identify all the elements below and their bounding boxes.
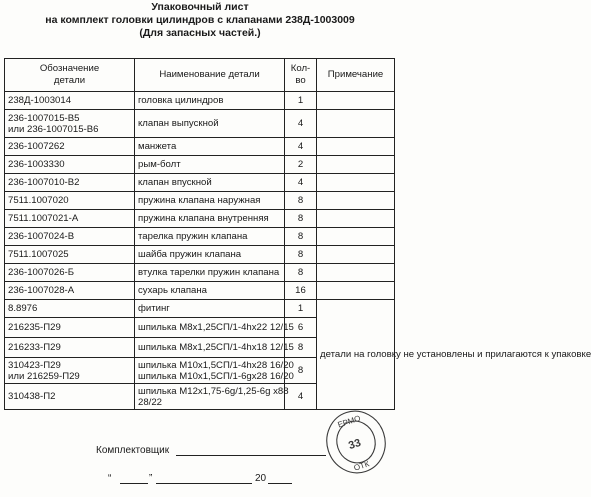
- header-note: Примечание: [317, 59, 395, 92]
- packer-label: Комплектовщик: [96, 445, 170, 456]
- row-qty: 4: [285, 138, 317, 156]
- row-note: [317, 156, 395, 174]
- row-qty: 8: [285, 246, 317, 264]
- header-qty: [285, 59, 317, 92]
- row-code-line2: или 216259-П29: [8, 370, 80, 382]
- date-year: 20: [255, 473, 267, 484]
- row-note: [317, 282, 395, 300]
- row-code: [5, 110, 135, 138]
- otk-stamp: [322, 406, 390, 478]
- row-code: 216235-П29: [5, 318, 135, 338]
- row-code-line1: 310423-П29: [8, 359, 61, 371]
- row-name-line2: шпилька М10х1,5СП/1-6gх28 16/20: [138, 370, 294, 382]
- row-code: 310438-П2: [5, 384, 135, 410]
- date-day-line: [120, 483, 148, 484]
- row-name: рым-болт: [135, 156, 285, 174]
- row-note: [317, 228, 395, 246]
- row-qty: 4: [285, 174, 317, 192]
- row-name: сухарь клапана: [135, 282, 285, 300]
- table-row: [5, 174, 395, 192]
- row-name: фитинг: [135, 300, 285, 318]
- table-row: [5, 282, 395, 300]
- row-name: тарелка пружин клапана: [135, 228, 285, 246]
- row-note: [317, 210, 395, 228]
- header-qty-line1: Кол-: [290, 63, 311, 74]
- header-code-line1: Обозначение: [39, 63, 100, 74]
- row-qty: 8: [285, 228, 317, 246]
- row-note: [317, 92, 395, 110]
- header-name: Наименование детали: [135, 59, 285, 92]
- table-row: [5, 92, 395, 110]
- table-row: [5, 228, 395, 246]
- row-qty: 8: [285, 264, 317, 282]
- row-code: 236-1007262: [5, 138, 135, 156]
- date-close-quote: ”: [149, 473, 153, 484]
- row-note: [317, 110, 395, 138]
- row-qty: 4: [285, 384, 317, 410]
- row-note: [317, 174, 395, 192]
- row-code-line2: или 236-1007015-В6: [8, 123, 99, 135]
- row-name-line2: 28/22: [138, 396, 163, 408]
- row-code: 8.8976: [5, 300, 135, 318]
- row-name: шайба пружин клапана: [135, 246, 285, 264]
- row-name: пружина клапана внутренняя: [135, 210, 285, 228]
- row-qty: 6: [285, 318, 317, 338]
- row-name: головка цилиндров: [135, 92, 285, 110]
- date-year-line: [268, 483, 292, 484]
- stamp-text-bottom: ОТК: [352, 459, 371, 473]
- row-name: шпилька М8х1,25СП/1-4hх18 12/15: [135, 338, 285, 358]
- row-qty: 8: [285, 192, 317, 210]
- row-qty: 8: [285, 338, 317, 358]
- row-name: [135, 384, 289, 410]
- row-note: [317, 246, 395, 264]
- stamp-number: 33: [347, 436, 363, 453]
- row-name: шпилька М8х1,25СП/1-4hx22 12/15: [135, 318, 285, 338]
- row-qty: 1: [285, 300, 317, 318]
- header-code-line2: детали: [53, 75, 86, 86]
- row-name-line1: шпилька М12х1,75-6g/1,25-6g х88: [138, 385, 289, 397]
- packing-table: [4, 58, 591, 410]
- row-code: 236-1007026-Б: [5, 264, 135, 282]
- row-name-line1: шпилька М10х1,5СП/1-4hх28 16/20: [138, 359, 294, 371]
- table-row: [5, 246, 395, 264]
- row-code: 216233-П29: [5, 338, 135, 358]
- row-name: пружина клапана наружная: [135, 192, 285, 210]
- table-row: [5, 264, 395, 282]
- table-header-row: [5, 59, 395, 92]
- table-row: [5, 110, 395, 138]
- row-note: [317, 138, 395, 156]
- row-qty: 1: [285, 92, 317, 110]
- table-row: [5, 138, 395, 156]
- header-code: [5, 59, 135, 92]
- title-line-2: на комплект головки цилиндров с клапанами 238Д-1003009: [45, 14, 355, 26]
- stamp-text-top: ЕРМО: [336, 413, 362, 430]
- title-line-1: Упаковочный лист: [151, 1, 249, 13]
- row-code-line1: 236-1007015-В5: [8, 112, 80, 124]
- row-code: [5, 358, 135, 384]
- table-row: [5, 300, 395, 318]
- table-row: [5, 210, 395, 228]
- note-cell: детали на головку не установлены и прилагаются к упаковке: [317, 300, 395, 410]
- row-name: манжета: [135, 138, 285, 156]
- row-code: 7511.1007020: [5, 192, 135, 210]
- title-line-3: (Для запасных частей.): [139, 27, 261, 39]
- row-qty: 4: [285, 110, 317, 138]
- row-name: [135, 358, 294, 384]
- row-code: 236-1003330: [5, 156, 135, 174]
- date-month-line: [156, 483, 252, 484]
- row-name: клапан впускной: [135, 174, 285, 192]
- row-qty: 8: [285, 358, 317, 384]
- row-qty: 16: [285, 282, 317, 300]
- row-note: [317, 192, 395, 210]
- row-name: клапан выпускной: [135, 110, 285, 138]
- date-open-quote: “: [108, 473, 112, 484]
- row-code: 236-1007028-А: [5, 282, 135, 300]
- row-code: 236-1007010-В2: [5, 174, 135, 192]
- row-code: 236-1007024-В: [5, 228, 135, 246]
- row-code: 238Д-1003014: [5, 92, 135, 110]
- document-title: [0, 1, 400, 40]
- row-note: [317, 264, 395, 282]
- row-qty: 8: [285, 210, 317, 228]
- row-code: 7511.1007021-А: [5, 210, 135, 228]
- table-row: [5, 192, 395, 210]
- header-qty-line2: во: [295, 75, 306, 86]
- row-name: втулка тарелки пружин клапана: [135, 264, 285, 282]
- row-code: 7511.1007025: [5, 246, 135, 264]
- row-qty: 2: [285, 156, 317, 174]
- packer-signature-line: [176, 455, 326, 456]
- table-row: [5, 156, 395, 174]
